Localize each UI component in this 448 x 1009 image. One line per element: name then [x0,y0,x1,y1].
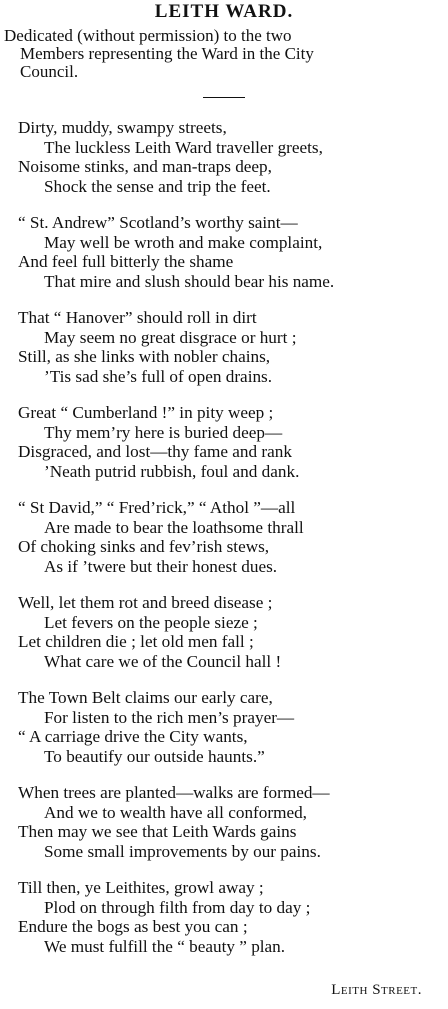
verse-line: Great “ Cumberland !” in pity weep ; [18,403,274,422]
verse-line: And feel full bitterly the shame [18,252,234,271]
stanza [4,213,444,291]
verse-line: For listen to the rich men’s prayer— [44,707,295,727]
dedication [4,27,444,81]
dedication-line: Dedicated (without permission) to the two [4,26,292,45]
verse-line: That mire and slush should bear his name. [44,271,335,291]
verse-line: May seem no great disgrace or hurt ; [44,327,297,347]
verse-line: Let fevers on the people sieze ; [44,612,258,632]
verse-line: Dirty, muddy, swampy streets, [18,118,227,137]
verse-line: May well be wroth and make complaint, [44,232,323,252]
verse-line: Are made to bear the loathsome thrall [44,517,304,537]
verse-line: Disgraced, and lost—thy fame and rank [18,442,292,461]
verse-line: The luckless Leith Ward traveller greets, [44,137,323,157]
verse-line: “ St. Andrew” Scotland’s worthy saint— [18,213,298,232]
verse-line: Let children die ; let old men fall ; [18,632,254,651]
verse-line: And we to wealth have all conformed, [44,802,307,822]
stanza [4,118,444,196]
verse-line: Thy mem’ry here is buried deep— [44,422,283,442]
verse-line: Then may we see that Leith Wards gains [18,822,297,841]
section-divider [203,97,245,98]
verse-line: ’Neath putrid rubbish, foul and dank. [44,461,300,481]
verse-line: To beautify our outside haunts.” [44,746,265,766]
stanza [4,498,444,576]
stanza [4,593,444,671]
verse-line: As if ’twere but their honest dues. [44,556,278,576]
verse-line: “ St David,” “ Fred’rick,” “ Athol ”—all [18,498,296,517]
stanza [4,783,444,861]
poem-body [4,118,444,956]
dedication-line: Council. [20,62,79,81]
verse-line: Noisome stinks, and man-traps deep, [18,157,272,176]
verse-line: Shock the sense and trip the feet. [44,176,271,196]
verse-line: Endure the bogs as best you can ; [18,917,248,936]
stanza [4,688,444,766]
verse-line: When trees are planted—walks are formed— [18,783,330,802]
verse-line: That “ Hanover” should roll in dirt [18,308,257,327]
verse-line: Still, as she links with nobler chains, [18,347,271,366]
verse-line: “ A carriage drive the City wants, [18,727,248,746]
dedication-line: Members representing the Ward in the City [20,44,314,63]
stanza [4,308,444,386]
author-signature: Leith Street. [331,982,422,998]
poem-title: LEITH WARD. [154,1,294,22]
verse-line: Till then, ye Leithites, growl away ; [18,878,264,897]
stanza [4,878,444,956]
verse-line: Some small improvements by our pains. [44,841,321,861]
verse-line: The Town Belt claims our early care, [18,688,273,707]
stanza [4,403,444,481]
verse-line: We must fulfill the “ beauty ” plan. [44,936,286,956]
verse-line: Well, let them rot and breed disease ; [18,593,273,612]
verse-line: Of choking sinks and fev’rish stews, [18,537,270,556]
verse-line: Plod on through filth from day to day ; [44,897,311,917]
verse-line: What care we of the Council hall ! [44,651,282,671]
verse-line: ’Tis sad she’s full of open drains. [44,366,273,386]
